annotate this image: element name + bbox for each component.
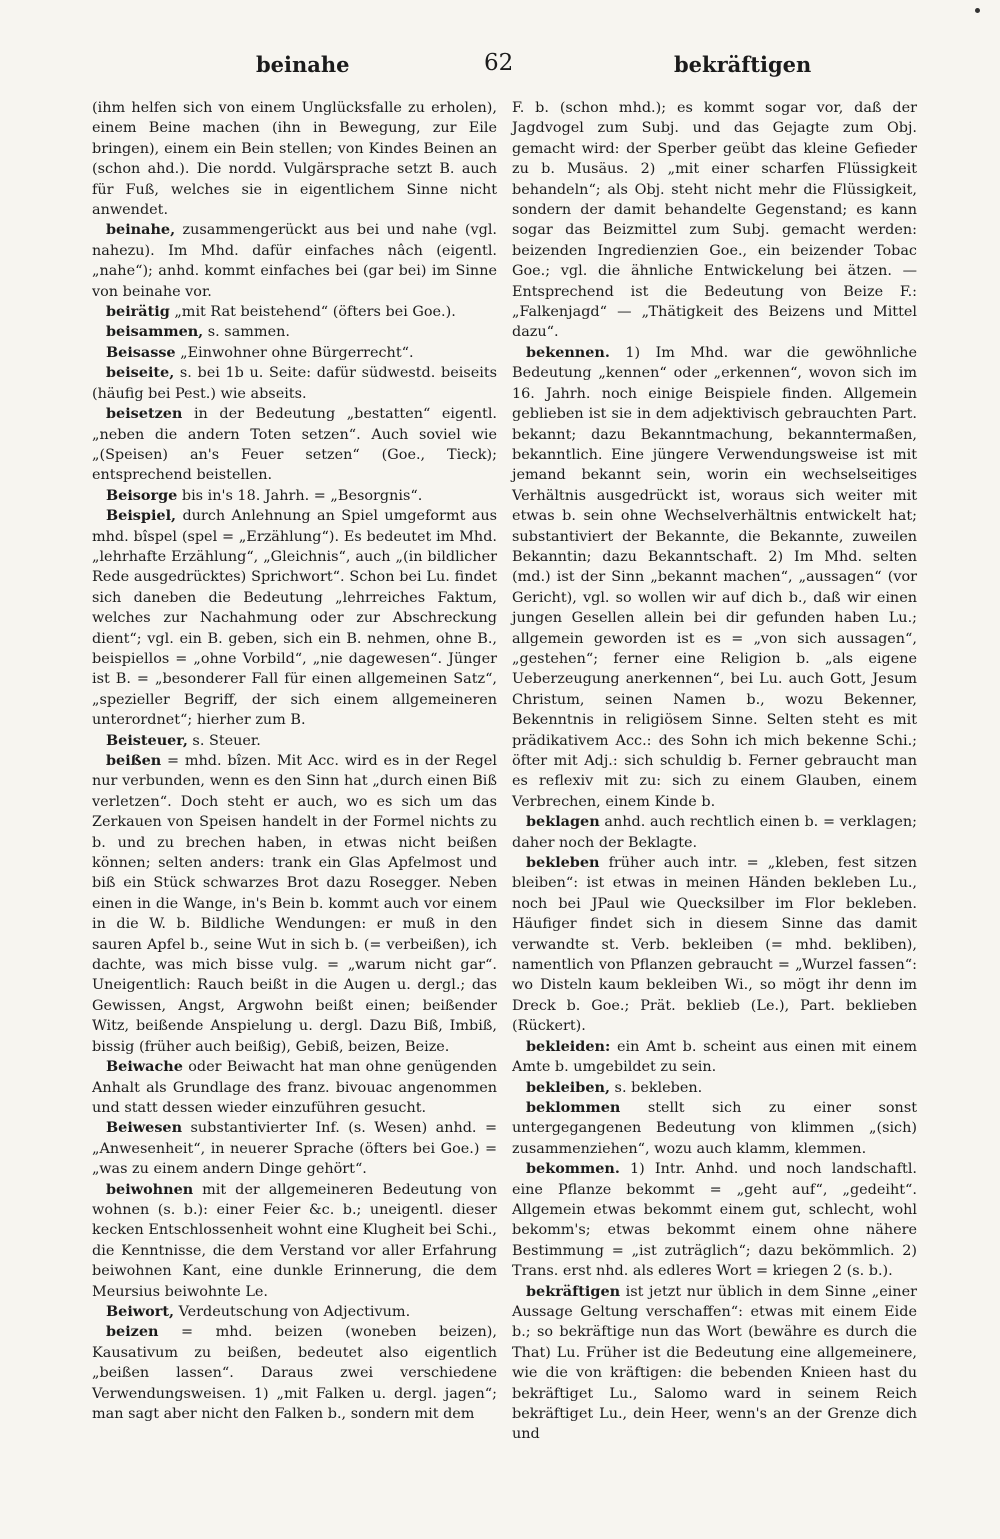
entry-headword: Beiwesen [106, 1119, 183, 1137]
dictionary-entry [92, 322, 497, 342]
dictionary-entry [512, 1282, 917, 1445]
dictionary-entry [92, 751, 497, 1057]
entry-headword: beiwohnen [106, 1180, 194, 1198]
dictionary-entry [92, 506, 497, 730]
entry-text: F. b. (schon mhd.); es kommt sogar vor, daß der Jagdvogel zum Subj. und das Gejagte zum Obj. gemacht wird: der Sperber geübt das kleine Gefieder zu b. Musäus. 2) „mit einer scharfen Flüssigkeit behandeln“; als Obj. steht nicht mehr die Flüssigkeit, sondern der damit behandelte Gegenstand; es kann sogar das Beizmittel zum Subj. gemacht werden: beizenden Ingredienzien Goe., ein beizender Tobac Goe.; vgl. die ähnliche Entwickelung bei ätzen. — Entsprechend ist die Bedeutung von Beize F.: „Falkenjagd“ — „Thätigkeit des Beizens und Mittel dazu“. [512, 100, 917, 341]
dictionary-entry [92, 486, 497, 506]
dictionary-entry [92, 1118, 497, 1179]
entry-text: s. sammen. [203, 324, 290, 341]
head-right-word: bekräftigen [674, 52, 812, 77]
entry-text: s. bekleben. [609, 1079, 703, 1096]
entry-text: 1) Intr. Anhd. und noch landschaftl. eine Pflanze bekommt = „geht auf“, „gedeiht“. Allgemein etwas bekommt einem gut, schlecht, wohl bekomm's; etwas bekommt einem ohne nähere Bestimmung = „ist zuträglich“; dazu bekömmlich. 2) Trans. erst nhd. als edleres Wort = kriegen 2 (s. b.). [512, 1161, 917, 1280]
entry-text: 1) Im Mhd. war die gewöhnliche Bedeutung „kennen“ oder „erkennen“, wovon sich im 16. Jahrh. noch einige Beispiele finden. Allgemein geblieben ist sie in dem adjektivisch gebrauchten Part. bekannt; dazu Bekanntmachung, bekanntermaßen, bekanntlich. Eine jüngere Verwendungsweise ist mit jemand bekannt sein, worin ein wechselseitiges Verhältnis ausgedrückt ist, woraus sich weiter mit etwas b. sein ohne Wechselverhältnis entwickelt hat; substantiviert der Bekannte, die Bekannte, zuweilen Bekanntin; dazu Bekanntschaft. 2) Im Mhd. selten (md.) ist der Sinn „bekannt machen“, „aussagen“ (vor Gericht), vgl. so wollen wir auf dich b., daß wir einen jungen Gesellen allein bei dir gefunden haben Lu.; allgemein geworden ist es = „von sich aussagen“, „gestehen“; ferner eine Religion b. „als eigene Ueberzeugung anerkennen“, bei Lu. auch Gott, Jesum Christum, seinen Namen b., wozu Bekenner, Bekenntnis in religiösem Sinne. Selten steht es mit prädikativem Acc.: des Sohn ich mich bekenne Schi.; öfter mit Adj.: sich schuldig b. Ferner gebraucht man es reflexiv mit zu: sich zu einem Glauben, einem Verbrechen, einem Kinde b. [512, 344, 917, 810]
dictionary-entry [512, 1078, 917, 1098]
dictionary-entry [92, 1057, 497, 1118]
entry-headword: bekleiben, [526, 1078, 610, 1096]
entry-headword: bekommen. [526, 1160, 620, 1178]
entry-text: oder Beiwacht hat man ohne genügenden Anhalt als Grundlage des franz. bivouac angenommen und statt dessen wieder einzuführen gesucht. [92, 1059, 497, 1116]
entry-headword: Beispiel, [106, 507, 177, 525]
entry-headword: bekennen. [526, 343, 610, 361]
entry-text: anhd. auch rechtlich einen b. = verklagen; daher noch der Beklagte. [512, 814, 917, 851]
dictionary-entry [92, 343, 497, 363]
margin-dot [975, 8, 980, 13]
dictionary-entry [512, 853, 917, 1037]
entry-continuation [92, 98, 497, 220]
dictionary-entry [92, 363, 497, 404]
dictionary-entry [92, 220, 497, 302]
dictionary-entry [512, 1098, 917, 1159]
entry-text: zusammengerückt aus bei und nahe (vgl. nahezu). Im Mhd. dafür einfaches nâch (eigentl. „nahe“); anhd. kommt einfaches bei (gar bei) im Sinne von beinahe vor. [92, 222, 497, 300]
dictionary-entry [512, 343, 917, 812]
dictionary-entry [92, 302, 497, 322]
entry-text: früher auch intr. = „kleben, fest sitzen bleiben“: ist etwas in meinen Händen bekleben Lu., noch bei JPaul wie Quecksilber im Flor bekleben. Häufiger findet sich in diesem Sinne das damit verwandte st. Verb. bekleiben (= mhd. bekliben), namentlich von Pflanzen gebraucht = „Wurzel fassen“: wo Disteln kaum bekleiben Wi., so mögt ihr denn im Dreck b. Goe.; Prät. beklieb (Le.), Part. beklieben (Rückert). [512, 855, 917, 1035]
dictionary-entry [512, 1159, 917, 1281]
entry-headword: Beisorge [106, 486, 178, 504]
dictionary-entry [92, 1302, 497, 1322]
entry-continuation [512, 98, 917, 343]
entry-text: = mhd. beizen (woneben beizen), Kausativum zu beißen, bedeutet also eigentlich „beißen lassen“. Daraus zwei verschiedene Verwendungsweisen. 1) „mit Falken u. dergl. jagen“; man sagt aber nicht den Falken b., sondern mit dem [92, 1324, 497, 1422]
entry-headword: bekleben [526, 854, 600, 872]
entry-text: ist jetzt nur üblich in dem Sinne „einer Aussage Geltung verschaffen“: etwas mit einem Eide b.; so bekräftige nun das Wort (bewähre es durch die That) Lu. Früher ist die Bedeutung eine allgemeinere, wie die von kräftigen: die bebenden Knieen hast du bekräftiget Lu., Salomo ward in seinem Reich bekräftiget Lu., dein Heer, wenn's an der Grenze dich und [512, 1283, 917, 1443]
entry-text: „Einwohner ohne Bürgerrecht“. [175, 344, 414, 361]
entry-headword: beisetzen [106, 405, 183, 423]
entry-headword: beirätig [106, 303, 170, 321]
entry-headword: bekräftigen [526, 1282, 621, 1300]
entry-text: substantivierter Inf. (s. Wesen) anhd. = „Anwesenheit“, in neuerer Sprache (öfters bei Goe.) = „was zu einem andern Dinge gehört“. [92, 1120, 497, 1178]
entry-text: = mhd. bîzen. Mit Acc. wird es in der Regel nur verbunden, wenn es den Sinn hat „durch einen Biß verletzen“. Doch steht er auch, wo es sich um das Zerkauen von Speisen handelt in der Formel nichts zu b. und zu brechen haben, in etwas nicht beißen können; selten anders: trank ein Glas Apfelmost und biß ein Stück schwarzes Brot dazu Rosegger. Neben einen in die Wange, in's Bein b. kommt auch vor einem in die W. b. Bildliche Wendungen: er muß in den sauren Apfel b., seine Wut in sich b. (= verbeißen), ich dachte, was mich bisse vulg. = „warum nicht gar“. Uneigentlich: Rauch beißt in die Augen u. dergl.; das Gewissen, Angst, Argwohn beißt einen; beißender Witz, beißende Anspielung u. dergl. Dazu Biß, Imbiß, bissig (früher auch beißig), Gebiß, beizen, Beize. [92, 753, 497, 1055]
dictionary-entry [92, 404, 497, 486]
entry-headword: bekleiden: [526, 1037, 611, 1055]
entry-text: in der Bedeutung „bestatten“ eigentl. „neben die andern Toten setzen“. Auch soviel wie „(Speisen) an's Feuer setzen“ (Goe., Tieck); entsprechend beistellen. [92, 406, 497, 484]
entry-text: Verdeutschung von Adjectivum. [174, 1303, 411, 1320]
dictionary-entry [512, 812, 917, 853]
dictionary-entry [92, 1322, 497, 1424]
entry-headword: beizen [106, 1323, 159, 1341]
entry-headword: beisammen, [106, 323, 204, 341]
page-number: 62 [484, 50, 514, 76]
entry-headword: Beiwort, [106, 1302, 175, 1320]
entry-text: mit der allgemeineren Bedeutung von wohnen (s. b.): einer Feier &c. b.; uneigentl. dieser kecken Entschlossenheit wohnt eine Klugheit bei Schi., die Kenntnisse, die dem Verstand vor aller Erfahrung beiwohnen Kant, eine dunkle Erinnerung, die dem Meursius beiwohnte Le. [92, 1181, 497, 1300]
entry-text: bis in's 18. Jahrh. = „Besorgnis“. [177, 487, 423, 504]
entry-headword: Beiwache [106, 1058, 183, 1076]
entry-headword: beinahe, [106, 221, 176, 239]
entry-headword: beißen [106, 752, 162, 769]
dictionary-entry [92, 731, 497, 751]
entry-text: ein Amt b. scheint aus einen mit einem Amte b. umgebildet zu sein. [512, 1038, 917, 1076]
entry-headword: beiseite, [106, 364, 175, 382]
entry-headword: Beisasse [106, 343, 176, 361]
entry-headword: beklommen [526, 1098, 621, 1116]
dictionary-entry [92, 1180, 497, 1302]
running-head [88, 50, 968, 86]
entry-text: stellt sich zu einer sonst untergegangenen Bedeutung von klimmen „(sich) zusammenziehen“, wozu auch klamm, klemmen. [512, 1099, 917, 1157]
entry-headword: Beisteuer, [106, 731, 188, 749]
dictionary-entry [512, 1037, 917, 1078]
entry-text: „mit Rat beistehend“ (öfters bei Goe.). [169, 304, 456, 321]
entry-text: s. Steuer. [187, 732, 261, 749]
entry-text: (ihm helfen sich von einem Unglücksfalle zu erholen), einem Beine machen (ihn in Bewegung, zur Eile bringen), einem ein Bein stellen; von Kindes Beinen an (schon ahd.). Die nordd. Vulgärsprache setzt B. auch für Fuß, welches sie in eigentlichem Sinne nicht anwendet. [92, 100, 497, 219]
left-column [92, 98, 497, 1424]
right-column [512, 98, 917, 1445]
entry-text: s. bei 1b u. Seite: dafür südwestd. beiseits (häufig bei Pest.) wie abseits. [92, 365, 497, 402]
entry-headword: beklagen [526, 813, 600, 831]
head-left-word: beinahe [256, 52, 350, 77]
entry-text: durch Anlehnung an Spiel umgeformt aus mhd. bîspel (spel = „Erzählung“). Es bedeutet im Mhd. „lehrhafte Erzählung“, „Gleichnis“, auch „(in bildlicher Rede ausgedrücktes) Sprichwort“. Schon bei Lu. findet sich daneben die Bedeutung „lehrreiches Faktum, welches zur Nachahmung oder zur Abschreckung dient“; vgl. ein B. geben, sich ein B. nehmen, ohne B., beispiellos = „ohne Vorbild“, „nie dagewesen“. Jünger ist B. = „besonderer Fall für einen allgemeinen Satz“, „spezieller Begriff, der sich einem allgemeineren unterordnet“; hierher zum B. [92, 508, 497, 729]
